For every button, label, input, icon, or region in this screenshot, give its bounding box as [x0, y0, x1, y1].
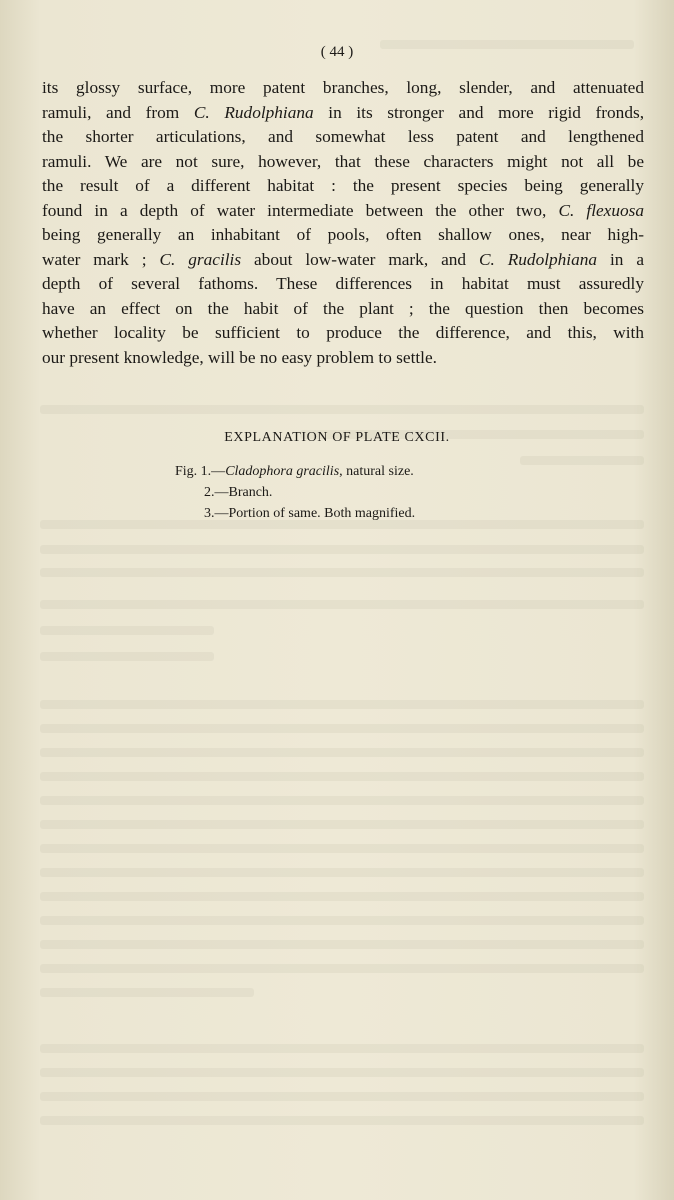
show-through-mark — [40, 724, 644, 733]
text-run: the result of a different habitat : the present species being generally — [42, 176, 644, 195]
show-through-mark — [40, 940, 644, 949]
figure-number: Fig. 1.— — [175, 464, 226, 479]
show-through-mark — [40, 868, 644, 877]
text-run: ramuli. We are not sure, however, that these characters might not all be — [42, 151, 644, 171]
body-paragraph — [42, 76, 644, 370]
show-through-mark — [40, 964, 644, 973]
figure-description: Portion of same. Both magnified. — [228, 506, 416, 521]
text-line — [42, 150, 644, 175]
text-run: ramuli, and from — [42, 102, 194, 122]
text-run: its glossy surface, more patent branches, long, slender, and attenuated — [42, 78, 644, 97]
text-line — [42, 248, 644, 273]
figure-description: Branch. — [228, 485, 273, 500]
italic-taxon-name: C. Rudolphiana — [478, 249, 598, 269]
text-line — [42, 346, 644, 371]
figure-number: 3.— — [204, 506, 229, 521]
show-through-mark — [40, 748, 644, 757]
show-through-mark — [40, 916, 644, 925]
show-through-mark — [40, 892, 644, 901]
show-through-mark — [40, 405, 644, 414]
show-through-mark — [520, 456, 644, 465]
show-through-mark — [40, 700, 644, 709]
text-line — [42, 223, 644, 248]
show-through-mark — [40, 1116, 644, 1125]
italic-taxon-name: Cladophora gracilis — [225, 464, 340, 479]
figure-number: 2.— — [204, 485, 229, 500]
text-run: in its stronger and more rigid fronds, — [313, 102, 645, 122]
show-through-mark — [40, 796, 644, 805]
text-line — [42, 125, 644, 150]
show-through-mark — [40, 1068, 644, 1077]
text-line — [42, 101, 644, 126]
text-run: depth of several fathoms. These differences in habitat must assuredly — [42, 274, 644, 293]
text-line — [42, 272, 644, 297]
show-through-mark — [40, 1044, 644, 1053]
italic-taxon-name: C. flexuosa — [558, 200, 645, 220]
text-line — [42, 199, 644, 224]
show-through-mark — [40, 844, 644, 853]
text-run: about low-water mark, and — [241, 249, 479, 269]
show-through-mark — [40, 652, 214, 661]
text-run: have an effect on the habit of the plant ; the question then becomes — [42, 298, 644, 318]
italic-taxon-name: C. gracilis — [159, 249, 242, 269]
text-run: water mark ; — [42, 249, 160, 269]
text-line — [42, 321, 644, 346]
plate-explanation-heading: EXPLANATION OF PLATE CXCII. — [224, 430, 450, 445]
text-run: in a — [597, 249, 644, 269]
text-line — [42, 174, 644, 199]
show-through-mark — [40, 1092, 644, 1101]
figure-entry — [175, 482, 415, 503]
show-through-mark — [40, 600, 644, 609]
show-through-mark — [40, 568, 644, 577]
text-run: our present knowledge, will be no easy problem to settle. — [42, 347, 437, 367]
text-line — [42, 297, 644, 322]
show-through-mark — [40, 820, 644, 829]
text-run: being generally an inhabitant of pools, often shallow ones, near high- — [42, 225, 644, 244]
text-run: whether locality be sufficient to produce the difference, and this, with — [42, 323, 644, 342]
show-through-mark — [40, 988, 254, 997]
figure-description: , natural size. — [339, 464, 414, 479]
figure-entry — [175, 503, 415, 524]
text-line — [42, 76, 644, 101]
text-run: the shorter articulations, and somewhat less patent and lengthened — [42, 127, 644, 146]
figure-list — [175, 461, 415, 524]
show-through-mark — [40, 626, 214, 635]
figure-entry — [175, 461, 415, 482]
page-number: ( 44 ) — [320, 44, 354, 60]
show-through-mark — [40, 772, 644, 781]
italic-taxon-name: C. Rudolphiana — [193, 102, 314, 122]
show-through-mark — [40, 545, 644, 554]
text-run: found in a depth of water intermediate between the other two, — [42, 200, 559, 220]
